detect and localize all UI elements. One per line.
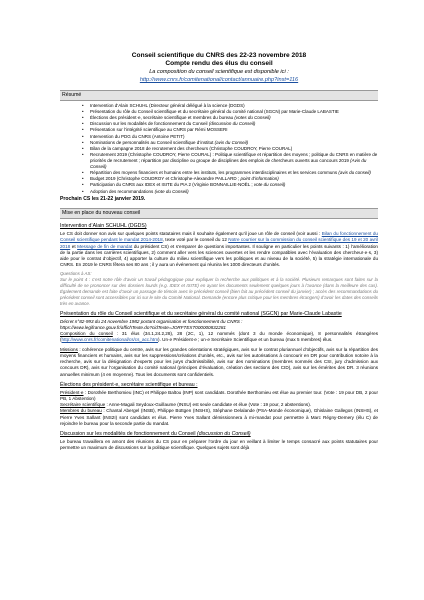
resume-item-note: (avis du conseil) — [338, 170, 371, 176]
discussion-heading — [60, 431, 378, 438]
intro-link-message[interactable]: Message de fin de mandat — [77, 243, 133, 249]
resume-item-text: Présentation sur l’intégrité scientifique au CNRS par Rémi MOSSERI — [90, 127, 228, 133]
resume-item-text: Recrutement 2019 (Christophe COUDROY, Pierre COURAL) : Politique scientifique et répartition des moyens ; politique du CNRS en matière de priorités de recrutement ; répartition par discipline ou groupe de disciplines des emplois de chercheurs ouverts aux concours 2019 — [90, 151, 378, 163]
composition-note: La composition du conseil scientifique est disponible ici : — [149, 69, 289, 76]
resume-item — [82, 152, 378, 170]
secretary-label: Secrétaire scientifique — [60, 402, 106, 408]
resume-item-text: Répartition des moyens financiers et humains entre les instituts, les programmes interdisciplinaires et les services communs — [90, 170, 338, 176]
composition-text: : 31 élus (34.1,24.2,28), 28 (2C, 1), 12 nommés (dont 3 du monde économique), 8 personnalités étrangères ( — [60, 331, 378, 343]
decree-link[interactable]: https://www.legifrance.gouv.fr/affichTexte.do?cidTexte=JORFTEXT000000832281 — [60, 324, 226, 330]
discussion-paragraph: Le bureau travaillera en amont des réunions du CS pour en préparer l’ordre du jour en veillant à limiter le temps consacré aux points statutaires pour permettre un maximum de discussions sur la politique scientifique. Quelques sujets sont déjà — [60, 438, 378, 451]
elections-heading: Élections des président·e, secrétaire scientifique et bureau : — [60, 381, 198, 388]
role-heading: Présentation du rôle du Conseil scientifique et du secrétaire général du comité national (SGCN) par Marie-Claude Labastie — [60, 310, 342, 317]
intro-link-bilan[interactable]: Bilan du fonctionnement du Conseil scientifique pendant le mandat 2014-2018 — [60, 231, 378, 243]
section-mise-heading: Mise en place du nouveau conseil — [60, 208, 378, 219]
resume-item-text: Élections des président·e, secrétaire scientifique et membres du bureau — [90, 115, 234, 121]
resume-item-text: Budget 2019 (Christophe COUDROY et Christophe-Alexandre PAILLARD ; — [90, 176, 240, 182]
composition-text-2: ). Un·e Président·e ; un·e Secrétaire Scientifique et un bureau (max 5 membres) élus. — [158, 337, 333, 343]
resume-item-note: (Avis du Conseil) — [90, 157, 367, 170]
resume-item-note: (discussion du Conseil) — [208, 121, 256, 127]
missions-paragraph — [60, 347, 378, 378]
resume-item-text: Intervention du PDG du CNRS (Antoine PETIT) — [90, 133, 185, 139]
resume-item-note: point d’information) — [240, 176, 279, 182]
resume-list — [60, 103, 378, 195]
discussion-note: (discussion du Conseil) — [196, 431, 251, 438]
resume-item-text: Discussion sur les modalités de fonctionnement du Conseil — [90, 121, 208, 127]
resume-item-note: vote du conseil) — [253, 182, 286, 188]
resume-item-text: Adoption des recommandations — [90, 188, 154, 194]
resume-item-text: Bilan de la campagne 2018 de recrutement des chercheurs (Christophe COUDROY, Pierre COURAL) — [90, 145, 293, 151]
section-resume-heading: Résumé — [60, 90, 378, 101]
decree-text: Décret n°82-993 du 24 novembre 1982 portant organisation et fonctionnement du CNRS : — [60, 318, 243, 324]
bureau-paragraph — [60, 408, 378, 427]
resume-item-text: Participation du CNRS aux IDEX et ISITE du PIA 2 (Virginie BONNAILLIE-NOËL ; — [90, 182, 253, 188]
questions-label: Questions à AS: — [60, 271, 92, 277]
discussion-title: Discussion sur les modalités de fonctionnement du Conseil — [60, 431, 196, 438]
intro-text-d: et — [70, 243, 78, 249]
composition-paragraph — [60, 331, 378, 343]
president-paragraph — [60, 390, 378, 402]
questions-block — [60, 271, 378, 306]
composition-link[interactable]: http://www.cnrs.fr/comitenational/contact/annuaire.php?inst=116 — [139, 76, 299, 83]
secretary-text: : Anne-Magali Seydoux-Guillaume (INSU) est seule candidate et élue (Vote : 19 pour, 2 abstentions). — [105, 402, 312, 408]
page-subtitle: Compte rendu des élus du conseil — [165, 60, 273, 68]
bureau-text: : Chantal Abergel (INSB), Philippe Büttgen (INSHS), Stéphane Delalande (PSA-Monde économique), Ghislaine Gallegos (INSHS), et Pierre Yves Sallant (INS2I) sont candidats et élus. Pierre Yves Sallant démissionnera à mi-mandat pour permettre à Marc Régny-Demery (élu C) de rejoindre le bureau pour la seconde partie du mandat. — [60, 408, 378, 426]
intro-link-courrier[interactable]: Notre courrier sur la commission du conseil scientifique des 19 et 20 avril 2018 — [60, 237, 378, 249]
president-text: : Dorothée Berthomieu (INC) et Philippe Baltou (INP) sont candidats. Dorothée Berthomieu est élue au premier tour. (Vote : 19 pour DB, 2 pour PB, 1 Abstention) — [60, 389, 378, 401]
intro-paragraph — [60, 231, 378, 268]
resume-item-text: Présentation du rôle du Conseil scientifique et du secrétaire général du comité national (SGCN) par Marie-Claude LABASTIE — [90, 109, 339, 115]
next-meeting: Prochain CS les 21-22 janvier 2019. — [60, 195, 146, 202]
intro-text-a: Le CS doit donner son avis sur quelques points statutaires mais il souhaite également qu’il joue un rôle de conseil — [60, 231, 295, 237]
page-title: Conseil scientifique du CNRS des 22-23 novembre 2018 — [131, 52, 307, 59]
bureau-label: Membres du bureau — [60, 408, 102, 414]
composition-label: Composition du conseil — [60, 331, 113, 337]
resume-item-note: (votes du Conseil) — [234, 115, 271, 121]
missions-label: Missions — [60, 346, 78, 352]
resume-item — [82, 189, 378, 195]
resume-item-note: (vote du Conseil) — [154, 188, 189, 194]
questions-text: Sur le point 4 : c’est notre rôle d’avoir un travail pédagogique pour expliquer la recherche aux politiques et à la société. Plusieurs remarques sont faites sur la difficulté de se prononcer sur des dossiers lourds (e.g. IDEX et ISITE) en ayant les documents seulement quelques jours à l’avance (dans la meilleure des cas). Également demande est faite d’avoir un passage de témoin avec le précédent conseil (bien fait au précédent conseil du janvier) ; accès des recommandations du précédent conseil sont accessibles par ici sur le site du Comité National. Demande (encore plus critique pour les membres étrangers) d’avoir les dates des conseils très en avance. — [60, 277, 378, 306]
resume-item-text: Nominations de personnalités au Conseil scientifique d’institut — [90, 139, 214, 145]
document-header — [60, 52, 378, 84]
president-label: Président·e — [60, 389, 84, 395]
resume-item-note: (avis du Conseil) — [214, 139, 249, 145]
missions-text: : cohérence politique du centre, avis sur les grandes orientations stratégiques, avis sur le contrat pluriannuel d’objectifs, avis sur la répartition des moyens financiers et humains, avis sur les suppressions/créations d’unités, etc., avis sur les autorisations à concourir en DR pour contribution notoire à la recherche, avis sur la désignation d’experts pour les jurys d’admissibilité, avis sur des nominations (membres nommés des CSI, jury d’admission aux concours DR), avis sur l’organisation du comité national (principes d’évaluation, création des sections des CID), avis sur les émérites des DR. 3 réunions annuelles minimum (4 en moyenne). Tous les documents sont confidentiels. — [60, 346, 378, 377]
intro-text-c: , texte voté par le conseil du 12 — [162, 237, 229, 243]
intro-text-b: (voir aussi : — [296, 231, 322, 237]
composition-cs-link[interactable]: http://www.cnrs.fr/comitenational/cs/cs_acc.htm — [61, 337, 159, 343]
intro-text-e: du président CS) et s’emparer de questions importantes. Il souligne en particulier les points suivants : 1) l’amélioration de la partie dans les carrières scientifiques, 2) comment aller vers les sciences ouvertes et les rendre compatibles avec l’évaluation des chercheur·e·s, 3) aide pour le contrat d’objectif, 4) apporter la culture du milieu scientifique vers les politiques et au niveau de la société, 5) la stratégie internationale du CNRS. En 2019 le CNRS fêtera ses 80 ans ; il y aura un événement qui réunira les 1000 directeurs d’unités. — [60, 243, 378, 268]
intro-heading: Intervention d’Alain SCHUHL (DGDS) — [60, 223, 147, 230]
resume-item-text: Intervention d’Alain SCHUHL (Directeur général délégué à la science (DGDS) — [90, 102, 245, 108]
